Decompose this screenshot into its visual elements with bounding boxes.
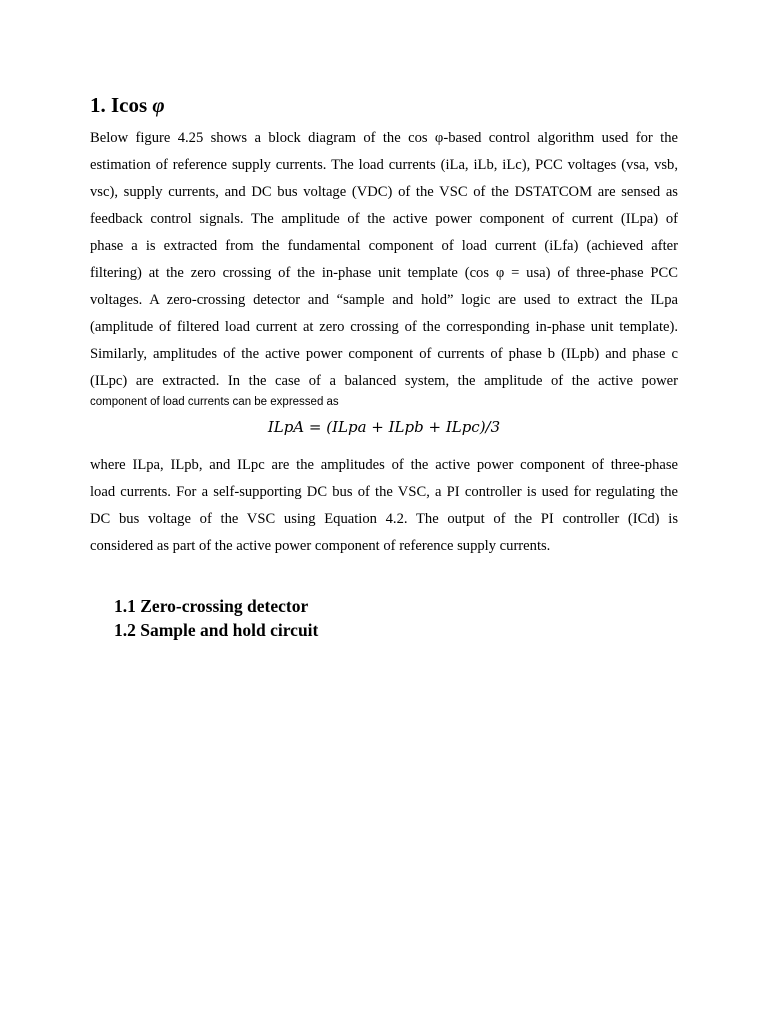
paragraph-line: vsc), supply currents, and DC bus voltage (VDC) of the VSC of the DSTATCOM are sensed as bbox=[90, 184, 678, 200]
body-paragraph-2 bbox=[90, 452, 678, 560]
paragraph-line: where ILpa, ILpb, and ILpc are the amplitudes of the active power component of three-phase bbox=[90, 457, 678, 473]
phi-symbol: φ bbox=[152, 93, 165, 117]
equation: ILpA = (ILpa + ILpb + ILpc)/3 bbox=[267, 418, 501, 436]
paragraph-line: feedback control signals. The amplitude of the active power component of current (ILpa) of bbox=[90, 211, 678, 227]
paragraph-line: load currents. For a self-supporting DC bus of the VSC, a PI controller is used for regulating the bbox=[90, 484, 678, 500]
paragraph-line: filtering) at the zero crossing of the in-phase unit template (cos φ = usa) of three-phase PCC bbox=[90, 265, 678, 281]
paragraph-line: DC bus voltage of the VSC using Equation 4.2. The output of the PI controller (ICd) is bbox=[90, 511, 678, 527]
subsection-heading-sample-hold: 1.2 Sample and hold circuit bbox=[114, 620, 319, 640]
paragraph-line: (amplitude of filtered load current at zero crossing of the corresponding in-phase unit template). bbox=[90, 319, 678, 335]
section-number: 1. bbox=[90, 93, 106, 117]
section-title: Icos bbox=[111, 93, 148, 117]
paragraph-line: Below figure 4.25 shows a block diagram of the cos φ-based control algorithm used for the bbox=[90, 130, 678, 146]
paragraph-line: phase a is extracted from the fundamental component of load current (iLfa) (achieved after bbox=[90, 238, 678, 254]
paragraph-line: considered as part of the active power component of reference supply currents. bbox=[90, 538, 551, 554]
body-paragraph-1 bbox=[90, 125, 678, 395]
paragraph-continuation: component of load currents can be expressed as bbox=[90, 396, 339, 408]
subsection-heading-zero-crossing: 1.1 Zero-crossing detector bbox=[114, 596, 309, 616]
paragraph-line: estimation of reference supply currents. The load currents (iLa, iLb, iLc), PCC voltages (vsa, vsb, bbox=[90, 157, 678, 173]
paragraph-line: Similarly, amplitudes of the active power component of currents of phase b (ILpb) and phase c bbox=[90, 346, 678, 362]
section-heading bbox=[90, 93, 165, 118]
paragraph-line: voltages. A zero-crossing detector and “sample and hold” logic are used to extract the ILpa bbox=[90, 292, 678, 308]
paragraph-line: (ILpc) are extracted. In the case of a balanced system, the amplitude of the active power bbox=[90, 373, 678, 389]
